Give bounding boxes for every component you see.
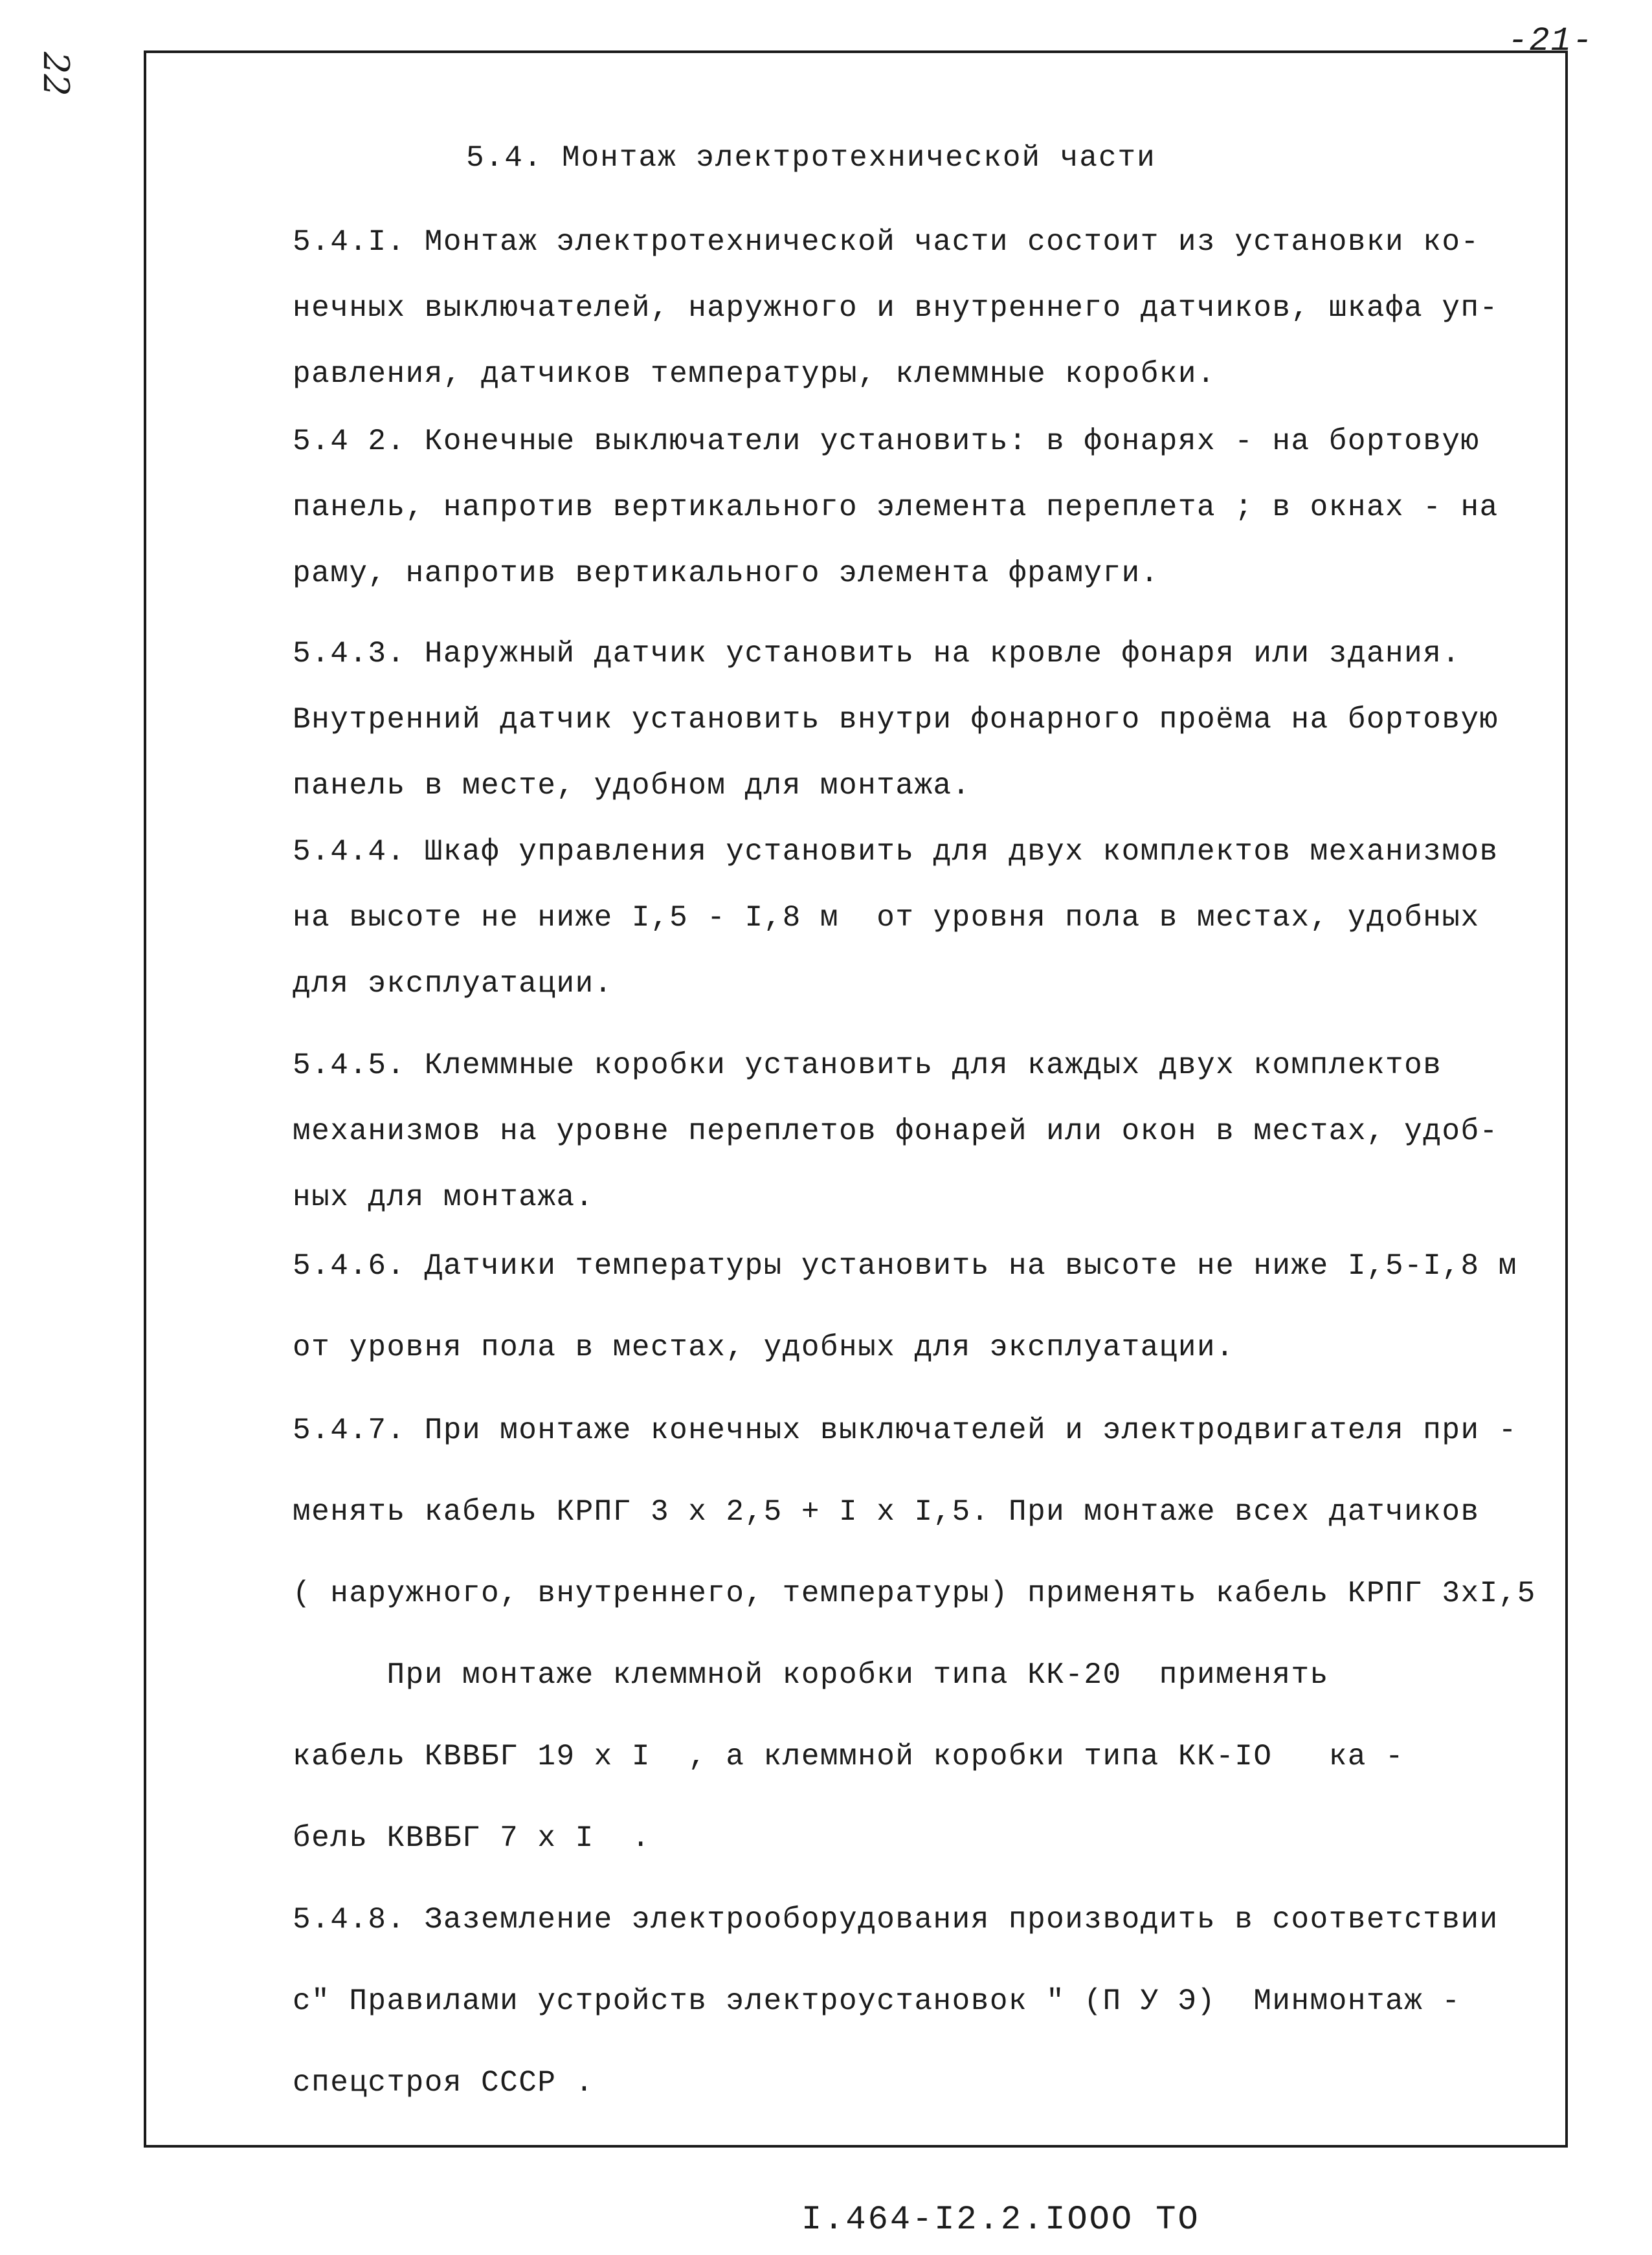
text-line: ных для монтажа. [293, 1181, 594, 1214]
text-line: на высоте не ниже I,5 - I,8 м от уровня пола в местах, удобных [293, 901, 1480, 935]
section-heading: 5.4. Монтаж электротехнической части [466, 141, 1156, 175]
text-line: панель в месте, удобном для монтажа. [293, 769, 971, 803]
text-line: 5.4.3. Наружный датчик установить на кровле фонаря или здания. [293, 637, 1461, 671]
text-line: бель КВВБГ 7 х I . [293, 1821, 651, 1855]
text-line: 5.4.5. Клеммные коробки установить для каждых двух комплектов [293, 1049, 1442, 1082]
text-line: Внутренний датчик установить внутри фонарного проёма на бортовую [293, 703, 1499, 737]
text-line: равления, датчиков температуры, клеммные коробки. [293, 357, 1216, 391]
text-line: менять кабель КРПГ 3 х 2,5 + I х I,5. При монтаже всех датчиков [293, 1495, 1480, 1529]
text-line: 5.4.6. Датчики температуры установить на высоте не ниже I,5-I,8 м [293, 1249, 1517, 1283]
text-line: от уровня пола в местах, удобных для эксплуатации. [293, 1331, 1235, 1364]
text-line: панель, напротив вертикального элемента переплета ; в окнах - на [293, 491, 1499, 524]
text-line: кабель КВВБГ 19 х I , а клеммной коробки типа КК-IO ка - [293, 1740, 1405, 1773]
text-line: 5.4.4. Шкаф управления установить для двух комплектов механизмов [293, 835, 1499, 869]
side-page-mark: 22 [36, 52, 76, 96]
text-line: ( наружного, внутреннего, температуры) применять кабель КРПГ 3хI,5 [293, 1577, 1536, 1610]
text-line: 5.4 2. Конечные выключатели установить: в фонарях - на бортовую [293, 425, 1480, 458]
text-line: спецстроя СССР . [293, 2066, 594, 2100]
page-number: -21- [1508, 22, 1594, 60]
text-line: нечных выключателей, наружного и внутреннего датчиков, шкафа уп- [293, 291, 1499, 325]
text-line: 5.4.7. При монтаже конечных выключателей и электродвигателя при - [293, 1414, 1517, 1447]
text-line: раму, напротив вертикального элемента фрамуги. [293, 557, 1159, 590]
text-line: механизмов на уровне переплетов фонарей или окон в местах, удоб- [293, 1115, 1499, 1148]
text-line: При монтаже клеммной коробки типа КК-20 применять [293, 1658, 1329, 1692]
text-line: для эксплуатации. [293, 967, 613, 1001]
text-line: 5.4.I. Монтаж электротехнической части состоит из установки ко- [293, 225, 1480, 259]
text-line: 5.4.8. Заземление электрооборудования производить в соответствии [293, 1903, 1499, 1937]
document-code: I.464-I2.2.IOOO ТО [801, 2201, 1200, 2239]
text-line: с" Правилами устройств электроустановок " (П У Э) Минмонтаж - [293, 1984, 1461, 2018]
